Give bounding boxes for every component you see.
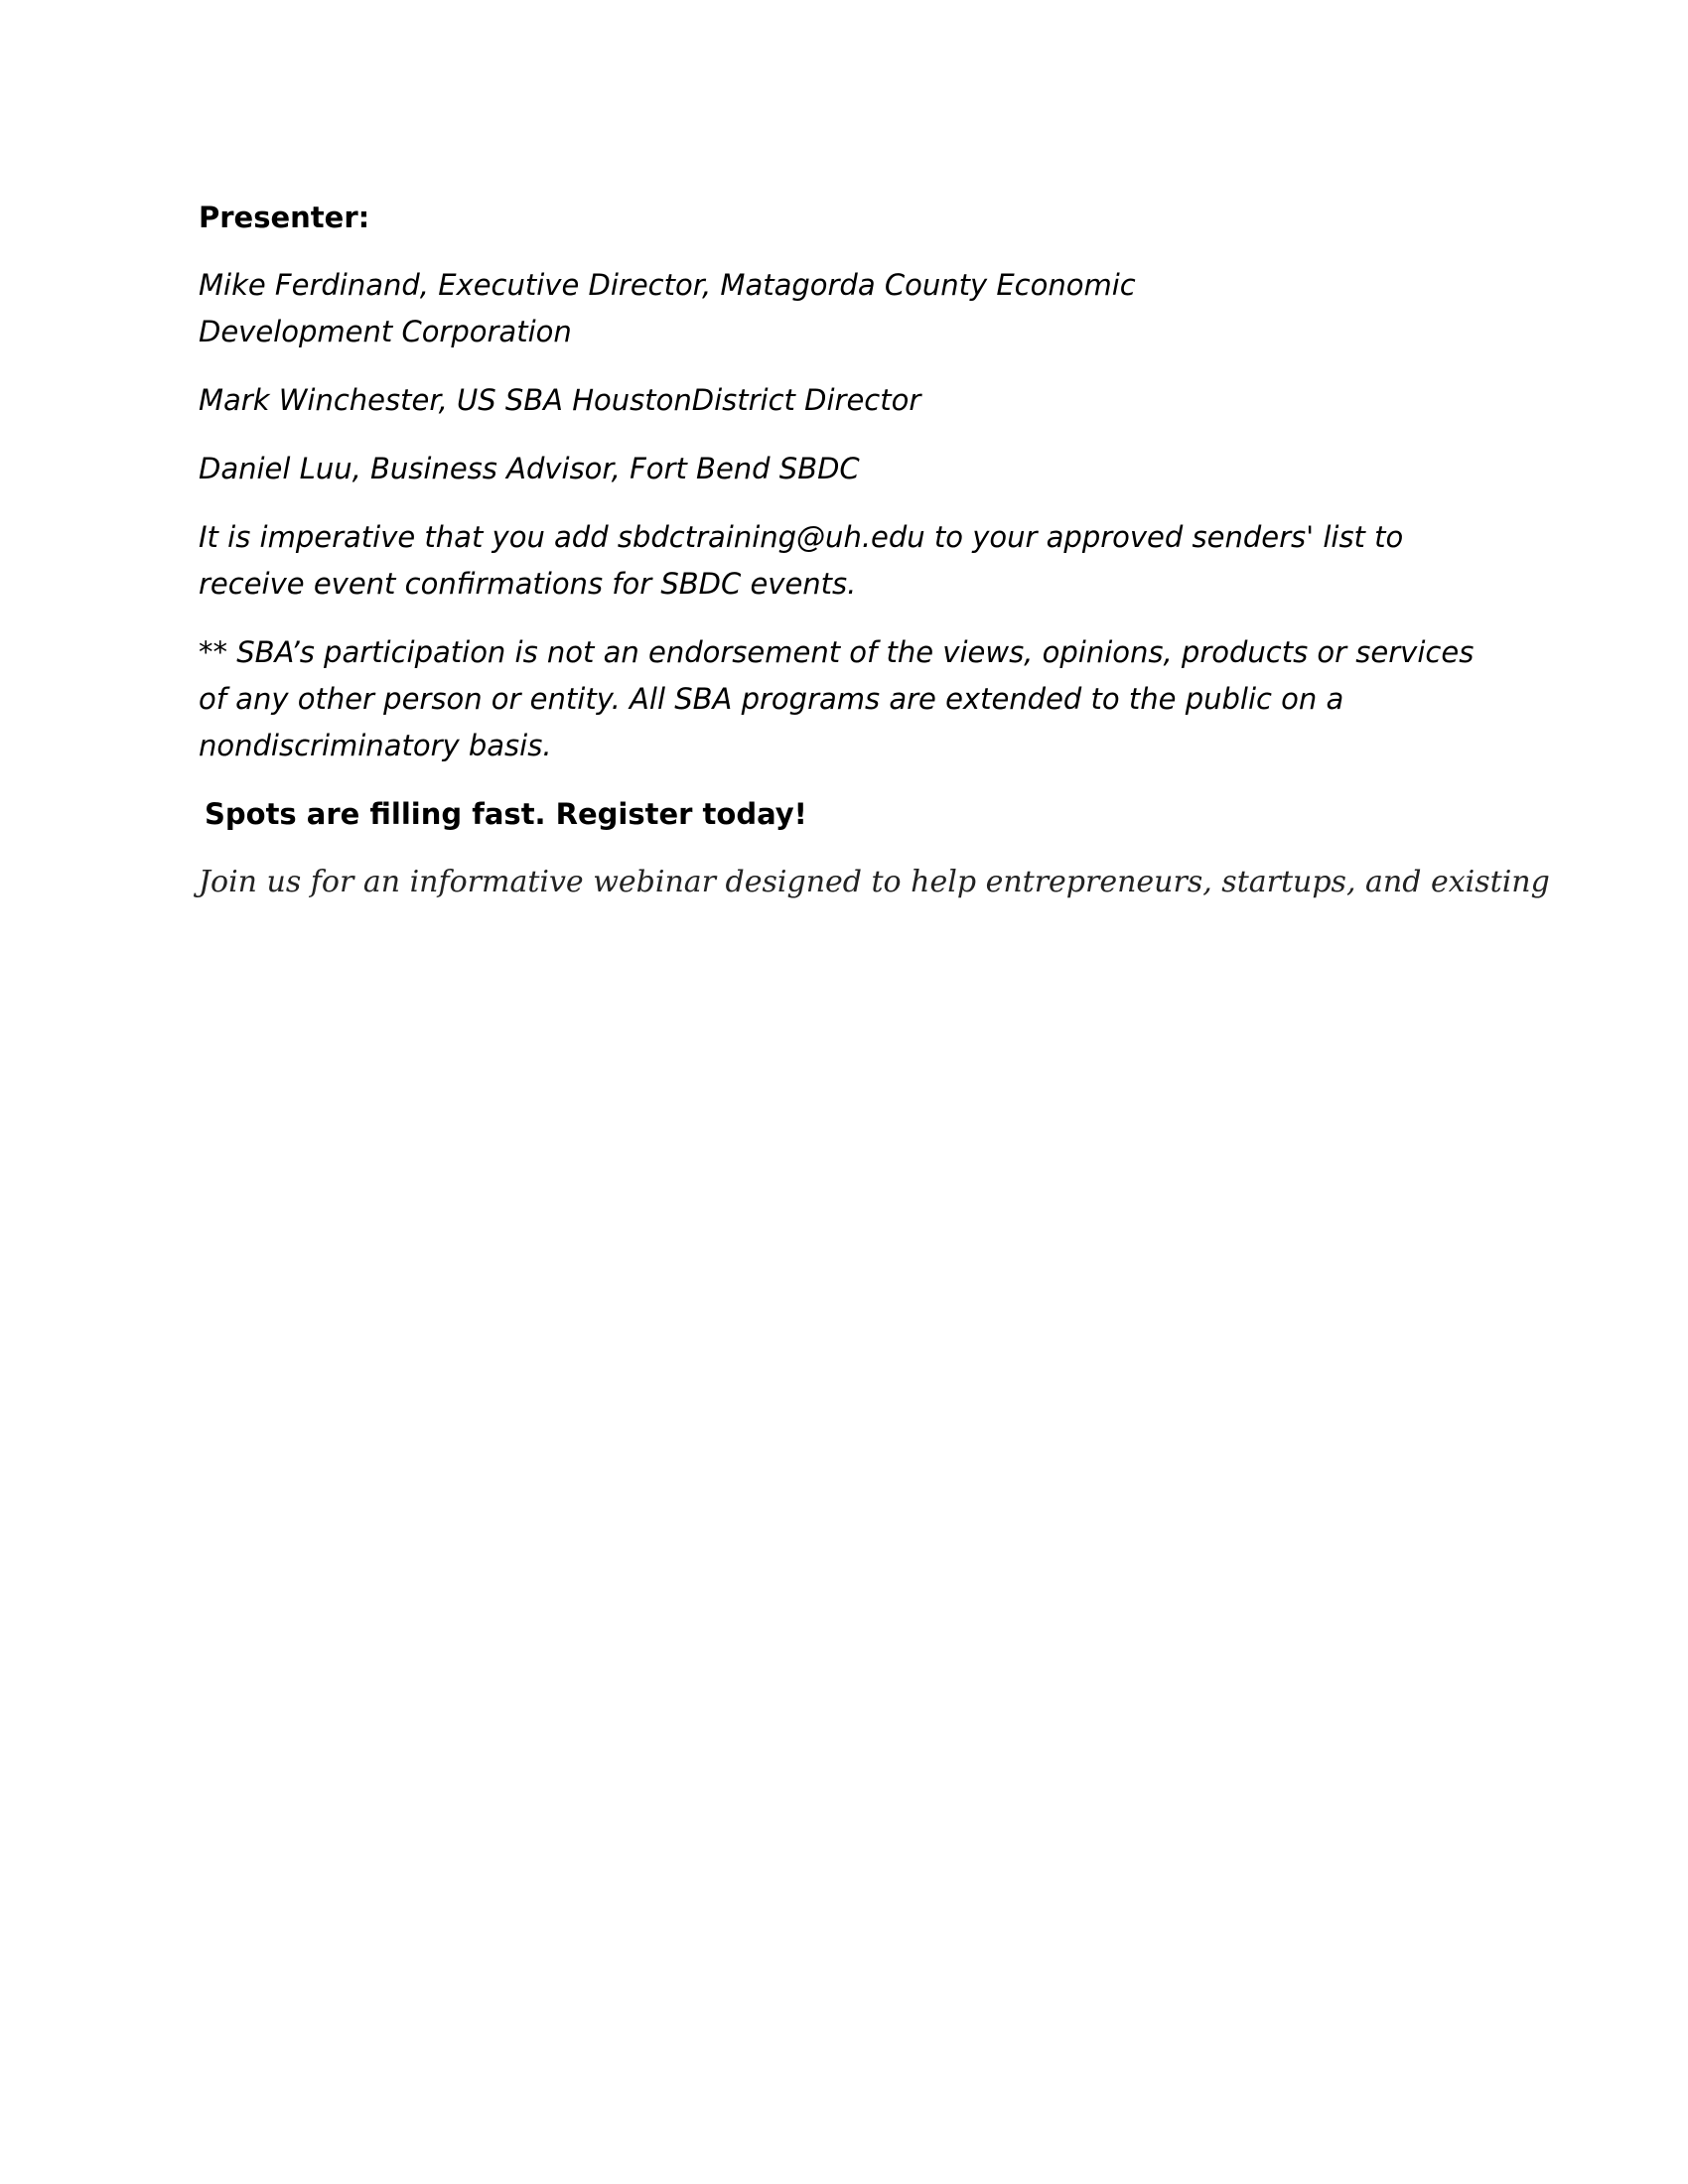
sba-disclaimer: ** SBA’s participation is not an endorsement of the views, opinions, products or services of any other person or entity. All SBA programs are extended to the public on a nondiscriminatory basis. bbox=[199, 635, 1475, 762]
register-call-to-action: Spots are filling fast. Register today! bbox=[205, 797, 807, 831]
email-notice: It is imperative that you add sbdctraining@uh.edu to your approved senders' list to receive event confirmations for SBDC events. bbox=[199, 520, 1404, 601]
document-body bbox=[199, 195, 1550, 906]
presenter-2: Mark Winchester, US SBA HoustonDistrict Director bbox=[199, 383, 921, 417]
presenter-3: Daniel Luu, Business Advisor, Fort Bend SBDC bbox=[199, 452, 860, 485]
presenter-1: Mike Ferdinand, Executive Director, Matagorda County Economic Development Corporation bbox=[199, 268, 1136, 348]
presenter-heading: Presenter: bbox=[199, 201, 370, 234]
webinar-intro-text: Join us for an informative webinar designed to help entrepreneurs, startups, and existing bbox=[199, 865, 1550, 899]
